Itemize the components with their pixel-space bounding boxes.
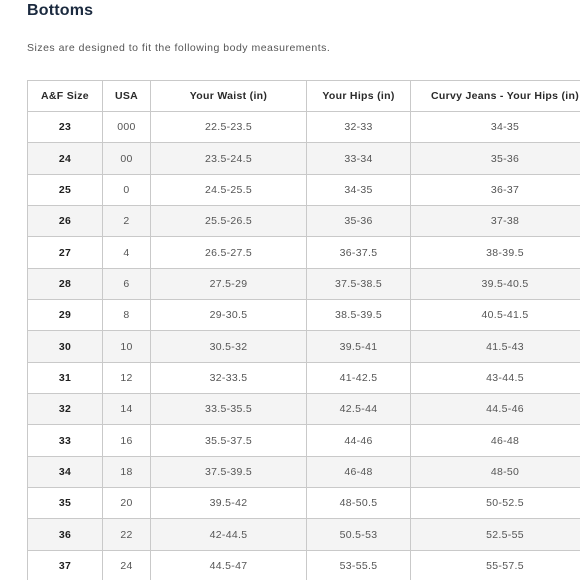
cell-curvy-hips: 40.5-41.5 <box>411 300 580 331</box>
cell-af-size: 30 <box>28 331 103 362</box>
cell-curvy-hips: 36-37 <box>411 174 580 205</box>
cell-curvy-hips: 35-36 <box>411 143 580 174</box>
cell-af-size: 36 <box>28 519 103 550</box>
table-body <box>28 112 580 580</box>
cell-usa: 14 <box>103 394 151 425</box>
cell-usa: 12 <box>103 362 151 393</box>
table-row <box>28 519 580 550</box>
cell-hips: 35-36 <box>307 206 411 237</box>
cell-curvy-hips: 37-38 <box>411 206 580 237</box>
cell-hips: 41-42.5 <box>307 362 411 393</box>
cell-usa: 2 <box>103 206 151 237</box>
cell-waist: 42-44.5 <box>151 519 307 550</box>
table-row <box>28 425 580 456</box>
cell-af-size: 25 <box>28 174 103 205</box>
cell-curvy-hips: 34-35 <box>411 112 580 143</box>
table-row <box>28 143 580 174</box>
header-hips: Your Hips (in) <box>307 81 411 112</box>
cell-usa: 4 <box>103 237 151 268</box>
cell-waist: 35.5-37.5 <box>151 425 307 456</box>
cell-waist: 30.5-32 <box>151 331 307 362</box>
cell-curvy-hips: 41.5-43 <box>411 331 580 362</box>
cell-af-size: 32 <box>28 394 103 425</box>
cell-af-size: 31 <box>28 362 103 393</box>
cell-waist: 24.5-25.5 <box>151 174 307 205</box>
table-row <box>28 237 580 268</box>
cell-curvy-hips: 39.5-40.5 <box>411 268 580 299</box>
cell-af-size: 27 <box>28 237 103 268</box>
cell-af-size: 26 <box>28 206 103 237</box>
table-row <box>28 331 580 362</box>
cell-hips: 37.5-38.5 <box>307 268 411 299</box>
cell-usa: 00 <box>103 143 151 174</box>
cell-usa: 16 <box>103 425 151 456</box>
cell-usa: 10 <box>103 331 151 362</box>
page-subtitle: Sizes are designed to fit the following body measurements. <box>27 42 331 54</box>
table-header-row <box>28 81 580 112</box>
cell-af-size: 24 <box>28 143 103 174</box>
header-af-size: A&F Size <box>28 81 103 112</box>
cell-curvy-hips: 38-39.5 <box>411 237 580 268</box>
table-row <box>28 268 580 299</box>
table-row <box>28 488 580 519</box>
cell-curvy-hips: 50-52.5 <box>411 488 580 519</box>
table-row <box>28 550 580 580</box>
cell-af-size: 28 <box>28 268 103 299</box>
cell-waist: 22.5-23.5 <box>151 112 307 143</box>
cell-waist: 27.5-29 <box>151 268 307 299</box>
cell-waist: 23.5-24.5 <box>151 143 307 174</box>
cell-waist: 32-33.5 <box>151 362 307 393</box>
cell-hips: 53-55.5 <box>307 550 411 580</box>
cell-waist: 33.5-35.5 <box>151 394 307 425</box>
cell-hips: 42.5-44 <box>307 394 411 425</box>
cell-usa: 0 <box>103 174 151 205</box>
cell-curvy-hips: 55-57.5 <box>411 550 580 580</box>
cell-hips: 48-50.5 <box>307 488 411 519</box>
cell-af-size: 29 <box>28 300 103 331</box>
cell-curvy-hips: 43-44.5 <box>411 362 580 393</box>
cell-waist: 25.5-26.5 <box>151 206 307 237</box>
cell-af-size: 35 <box>28 488 103 519</box>
cell-waist: 39.5-42 <box>151 488 307 519</box>
cell-af-size: 34 <box>28 456 103 487</box>
cell-hips: 33-34 <box>307 143 411 174</box>
cell-hips: 44-46 <box>307 425 411 456</box>
cell-usa: 000 <box>103 112 151 143</box>
cell-af-size: 33 <box>28 425 103 456</box>
cell-curvy-hips: 44.5-46 <box>411 394 580 425</box>
cell-waist: 44.5-47 <box>151 550 307 580</box>
cell-hips: 46-48 <box>307 456 411 487</box>
cell-hips: 36-37.5 <box>307 237 411 268</box>
table-row <box>28 362 580 393</box>
cell-curvy-hips: 48-50 <box>411 456 580 487</box>
table-row <box>28 112 580 143</box>
header-curvy-hips: Curvy Jeans - Your Hips (in) <box>411 81 580 112</box>
table-row <box>28 174 580 205</box>
cell-hips: 50.5-53 <box>307 519 411 550</box>
cell-hips: 39.5-41 <box>307 331 411 362</box>
cell-usa: 18 <box>103 456 151 487</box>
cell-af-size: 37 <box>28 550 103 580</box>
cell-af-size: 23 <box>28 112 103 143</box>
cell-usa: 22 <box>103 519 151 550</box>
cell-usa: 6 <box>103 268 151 299</box>
header-waist: Your Waist (in) <box>151 81 307 112</box>
cell-waist: 29-30.5 <box>151 300 307 331</box>
table-row <box>28 394 580 425</box>
page-title: Bottoms <box>27 2 94 19</box>
cell-usa: 8 <box>103 300 151 331</box>
cell-usa: 24 <box>103 550 151 580</box>
cell-usa: 20 <box>103 488 151 519</box>
cell-hips: 38.5-39.5 <box>307 300 411 331</box>
cell-curvy-hips: 46-48 <box>411 425 580 456</box>
cell-waist: 37.5-39.5 <box>151 456 307 487</box>
cell-waist: 26.5-27.5 <box>151 237 307 268</box>
table-row <box>28 206 580 237</box>
table-row <box>28 300 580 331</box>
table-row <box>28 456 580 487</box>
cell-hips: 34-35 <box>307 174 411 205</box>
size-table <box>27 80 580 580</box>
header-usa: USA <box>103 81 151 112</box>
cell-hips: 32-33 <box>307 112 411 143</box>
cell-curvy-hips: 52.5-55 <box>411 519 580 550</box>
